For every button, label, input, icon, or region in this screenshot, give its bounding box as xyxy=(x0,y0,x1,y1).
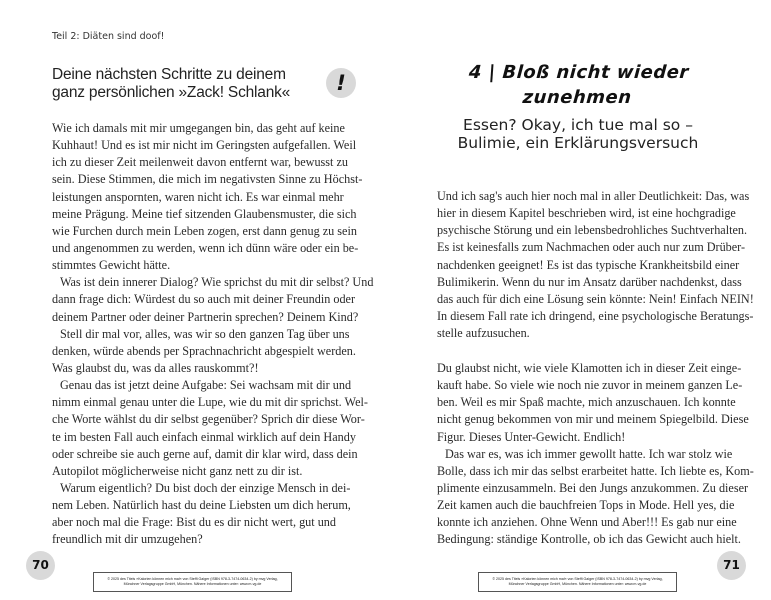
footer-line: Münchner Verlagsgruppe GmbH, München. Nähere Informationen unter: www.m-vg.de xyxy=(508,582,647,586)
text-line: stelle aufzusuchen. xyxy=(437,326,530,341)
text-line: stimmtes Gewicht hätte. xyxy=(52,258,171,273)
text-line: hier in diesem Kapitel beschrieben wird, ist eine hochgradige xyxy=(437,206,736,221)
paragraph xyxy=(52,377,368,480)
text-line: leistungen anspornten, waren nicht ich. Es war einmal mehr xyxy=(52,189,344,204)
paragraph xyxy=(52,274,374,325)
copyright-footer xyxy=(93,572,292,592)
text-line: Was ist dein innerer Dialog? Wie sprichst du mit dir selbst? Und xyxy=(60,275,374,290)
text-line: Wie ich damals mit mir umgegangen bin, das geht auf keine xyxy=(52,121,345,135)
page-number: 71 xyxy=(717,551,746,580)
text-line: meine Prägung. Meine tief sitzenden Glaubensmuster, die sich xyxy=(52,206,357,221)
footer-line: © 2025 des Titels »Kalorien können mich mal« von Steffi Gaiger (ISBN 978-3-7474-0634-2) by mvg Verlag, xyxy=(107,577,278,581)
section-subtitle xyxy=(385,117,771,152)
body-text-block-2 xyxy=(437,360,754,549)
text-line: aber noch mal die Frage: Bist du es dir nicht wert, gut und xyxy=(52,515,336,530)
text-line: ben. Weil es mir Spaß machte, mich anzuschauen. Ich konnte xyxy=(437,395,736,410)
subtitle-line: Bulimie, ein Erklärungsversuch xyxy=(457,133,699,152)
subtitle-line: Essen? Okay, ich tue mal so – xyxy=(463,116,693,134)
paragraph xyxy=(52,480,351,549)
text-line: Zeit kamen auch die bauchfreien Tops in Mode. Hell yes, die xyxy=(437,498,735,513)
text-line: deinem Partner oder deiner Partnerin sprechen? Deinem Kind? xyxy=(52,309,359,324)
text-line: Autopilot möglicherweise nicht ganz nett zu dir ist. xyxy=(52,463,303,478)
text-line: kauft habe. So viele wie noch nie zuvor in meinem ganzen Le- xyxy=(437,378,743,393)
body-text-block-1 xyxy=(437,188,754,342)
text-line: das auch für dich eine Lösung sein könnte: Nein! Einfach NEIN! xyxy=(437,291,754,306)
running-head: Teil 2: Diäten sind doof! xyxy=(52,31,165,42)
body-text xyxy=(52,120,374,549)
text-line: nimm einmal genau unter die Lupe, wie du mit dir sprichst. Wel- xyxy=(52,395,368,410)
left-page xyxy=(0,0,385,600)
heading-line: ganz persönlichen »Zack! Schlank« xyxy=(52,83,291,101)
footer-line: © 2025 des Titels »Kalorien können mich mal« von Steffi Gaiger (ISBN 978-3-7474-0634-2) by mvg Verlag, xyxy=(492,577,663,581)
text-line: Bulimikerin. Wenn du nur im Ansatz darüber nachdenkst, dass xyxy=(437,274,742,289)
text-line: Stell dir mal vor, alles, was wir so den ganzen Tag über uns xyxy=(60,326,350,341)
text-line: te im besten Fall auch einfach einmal wirklich auf dein Handy xyxy=(52,429,356,444)
text-line: Kuhhaut! Und es ist mir nicht im Geringsten aufgefallen. Weil xyxy=(52,138,357,153)
text-line: Und ich sag's auch hier noch mal in aller Deutlichkeit: Das, was xyxy=(437,189,750,203)
paragraph xyxy=(437,188,754,342)
text-line: Genau das ist jetzt deine Aufgabe: Sei wachsam mit dir und xyxy=(60,378,352,393)
text-line: Figur. Dieses Unter-Gewicht. Endlich! xyxy=(437,429,626,444)
text-line: sein. Diese Stimmen, die mich im negativsten Sinne zu Höchst- xyxy=(52,172,363,187)
text-line: Warum eigentlich? Du bist doch der einzige Mensch in dei- xyxy=(60,480,351,495)
footer-line: Münchner Verlagsgruppe GmbH, München. Nähere Informationen unter: www.m-vg.de xyxy=(123,582,262,586)
text-line: Bolle, dass ich mir das selbst erarbeitet hatte. Ich liebte es, Kom- xyxy=(437,463,754,478)
text-line: nem Leben. Natürlich hast du deine Liebsten um dich herum, xyxy=(52,498,351,513)
text-line: nicht genug bekommen von mir und meinem Spiegelbild. Diese xyxy=(437,412,749,427)
paragraph xyxy=(437,360,749,446)
copyright-footer xyxy=(478,572,677,592)
text-line: nachdenken geeignet! Es ist das typische Krankheitsbild einer xyxy=(437,257,740,272)
text-line: che Worte wählst du dir selbst gegenüber? Sprich dir diese Wor- xyxy=(52,412,365,427)
text-line: und angenommen zu werden, wenn ich dünn wäre oder ein be- xyxy=(52,240,359,255)
text-line: In diesem Fall rate ich dringend, eine psychologische Beratungs- xyxy=(437,308,754,323)
chapter-title xyxy=(383,60,771,110)
chapter-title-line: zunehmen xyxy=(521,87,633,108)
heading-line: Deine nächsten Schritte zu deinem xyxy=(52,66,286,83)
text-line: oder schreibe sie auch gerne auf, damit dir klar wird, dass dein xyxy=(52,446,358,461)
paragraph xyxy=(52,120,363,274)
text-line: ich zu dieser Zeit meilenweit davon entfernt war, bewusst zu xyxy=(52,155,348,170)
chapter-title-line: 4 | Bloß nicht wieder xyxy=(468,62,690,83)
text-line: freundlich mit dir umzugehen? xyxy=(52,532,203,547)
paragraph xyxy=(437,446,754,549)
text-line: konnte ich anziehen. Ohne Wenn und Aber!!! Es gab nur eine xyxy=(437,515,737,530)
paragraph xyxy=(52,326,356,377)
text-line: Du glaubst nicht, wie viele Klamotten ich in dieser Zeit einge- xyxy=(437,361,742,375)
section-heading xyxy=(52,66,290,101)
text-line: wie Furchen durch mein Leben zogen, erst dann genug zu sein xyxy=(52,223,357,238)
text-line: denken, würde abends per Sprachnachricht abgespielt werden. xyxy=(52,343,356,358)
exclamation-icon: ! xyxy=(326,68,356,98)
text-line: Es ist keinesfalls zum Nachmachen oder auch nur zum Drüber- xyxy=(437,240,746,255)
text-line: Bedingung: ständige Kontrolle, ob ich das Gewicht auch hielt. xyxy=(437,532,741,547)
text-line: dann frage dich: Würdest du so auch mit deiner Freundin oder xyxy=(52,292,356,307)
text-line: Was glaubst du, was da alles rauskommt?! xyxy=(52,360,259,375)
text-line: psychische Störung und ein lebensbedrohliches Suchtverhalten. xyxy=(437,223,748,238)
text-line: plimente einzusammeln. Bei den Jungs anzukommen. Zu dieser xyxy=(437,480,749,495)
text-line: Das war es, was ich immer gewollt hatte. Ich war stolz wie xyxy=(445,446,733,461)
right-page xyxy=(385,0,771,600)
page-number: 70 xyxy=(26,551,55,580)
